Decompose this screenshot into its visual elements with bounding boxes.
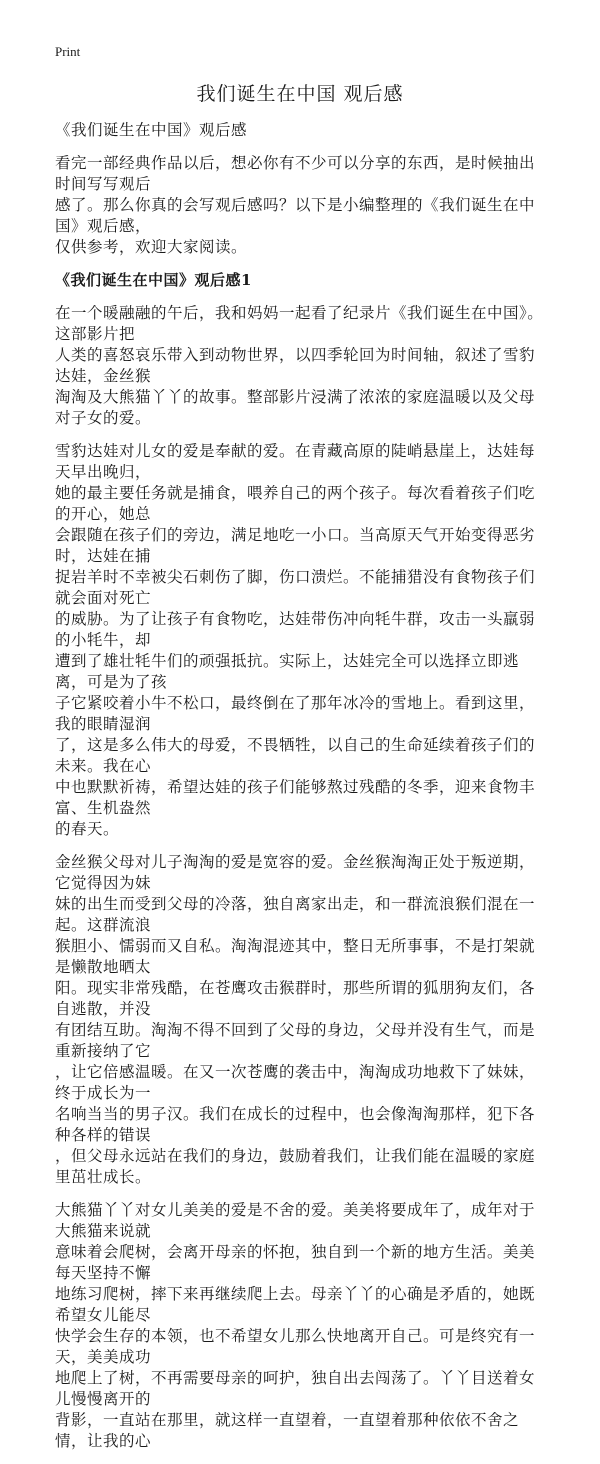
text-line: 会跟随在孩子们的旁边，满足地吃一小口。当高原天气开始变得恶劣时，达娃在捕	[55, 526, 536, 565]
page-title: 我们诞生在中国 观后感	[196, 83, 404, 105]
text-line: 了，这是多么伟大的母爱，不畏牺牲，以自己的生命延续着孩子们的未来。我在心	[55, 736, 536, 775]
subtitle: 《我们诞生在中国》观后感	[55, 121, 248, 139]
text-line: 看完一部经典作品以后，想必你有不少可以分享的东西，是时候抽出时间写写观后	[55, 154, 536, 193]
text-line: 背影，一直站在那里，就这样一直望着，一直望着那种依依不舍之情，让我的心	[55, 1411, 520, 1450]
text-line: 意味着会爬树，会离开母亲的怀抱，独自到一个新的地方生活。美美每天坚持不懈	[55, 1243, 536, 1282]
paragraph	[55, 441, 545, 840]
intro-paragraph	[55, 153, 545, 258]
document-body	[55, 120, 545, 1464]
text-line: 的春天。	[55, 820, 120, 838]
paragraph	[55, 1200, 545, 1452]
text-line: 名响当当的男子汉。我们在成长的过程中，也会像淘淘那样，犯下各种各样的错误	[55, 1105, 536, 1144]
text-line: 中也默默祈祷，希望达娃的孩子们能够熬过残酷的冬季，迎来食物丰富、生机盎然	[55, 778, 536, 817]
paragraph	[55, 852, 545, 1188]
text-line: 子它紧咬着小牛不松口，最终倒在了那年冰冷的雪地上。看到这里，我的眼睛湿润	[55, 694, 536, 733]
text-line: 妹的出生而受到父母的冷落，独自离家出走，和一群流浪猴们混在一起。这群流浪	[55, 895, 536, 934]
text-line: 地爬上了树，不再需要母亲的呵护，独自出去闯荡了。丫丫目送着女儿慢慢离开的	[55, 1369, 536, 1408]
text-line: 地练习爬树，摔下来再继续爬上去。母亲丫丫的心确是矛盾的，她既希望女儿能尽	[55, 1285, 536, 1324]
text-line: 快学会生存的本领，也不希望女儿那么快地离开自己。可是终究有一天，美美成功	[55, 1327, 536, 1366]
text-line: 有团结互助。淘淘不得不回到了父母的身边，父母并没有生气，而是重新接纳了它	[55, 1021, 536, 1060]
text-line: 遭到了雄壮牦牛们的顽强抵抗。实际上，达娃完全可以选择立即逃离，可是为了孩	[55, 652, 520, 691]
text-line: 阳。现实非常残酷，在苍鹰攻击猴群时，那些所谓的狐朋狗友们，各自逃散，并没	[55, 979, 536, 1018]
text-line: ，但父母永远站在我们的身边，鼓励着我们，让我们能在温暖的家庭里茁壮成长。	[55, 1147, 536, 1186]
text-line: 捉岩羊时不幸被尖石刺伤了脚，伤口溃烂。不能捕猎没有食物孩子们就会面对死亡	[55, 568, 536, 607]
paragraph	[55, 303, 545, 429]
print-link[interactable]: Print	[55, 44, 81, 59]
text-line: 她的最主要任务就是捕食，喂养自己的两个孩子。每次看着孩子们吃的开心，她总	[55, 484, 536, 523]
text-line: 人类的喜怒哀乐带入到动物世界，以四季轮回为时间轴，叙述了雪豹达娃，金丝猴	[55, 346, 536, 385]
text-line: 的威胁。为了让孩子有食物吃，达娃带伤冲向牦牛群，攻击一头羸弱的小牦牛，却	[55, 610, 536, 649]
text-line: ，让它倍感温暖。在又一次苍鹰的袭击中，淘淘成功地救下了妹妹，终于成长为一	[55, 1063, 536, 1102]
text-line: 大熊猫丫丫对女儿美美的爱是不舍的爱。美美将要成年了，成年对于大熊猫来说就	[55, 1201, 536, 1240]
text-line: 金丝猴父母对儿子淘淘的爱是宽容的爱。金丝猴淘淘正处于叛逆期，它觉得因为妹	[55, 853, 536, 892]
text-line: 在一个暖融融的午后，我和妈妈一起看了纪录片《我们诞生在中国》。这部影片把	[55, 304, 544, 343]
text-line: 雪豹达娃对儿女的爱是奉献的爱。在青藏高原的陡峭悬崖上，达娃每天早出晚归，	[55, 442, 536, 481]
text-line: 仅供参考，欢迎大家阅读。	[55, 238, 248, 256]
text-line: 猴胆小、懦弱而又自私。淘淘混迹其中，整日无所事事，不是打架就是懒散地晒太	[55, 937, 536, 976]
section-heading: 《我们诞生在中国》观后感1	[55, 271, 252, 289]
text-line: 淘淘及大熊猫丫丫的故事。整部影片浸满了浓浓的家庭温暖以及父母对子女的爱。	[55, 388, 536, 427]
text-line: 感了。那么你真的会写观后感吗？以下是小编整理的《我们诞生在中国》观后感，	[55, 196, 536, 235]
